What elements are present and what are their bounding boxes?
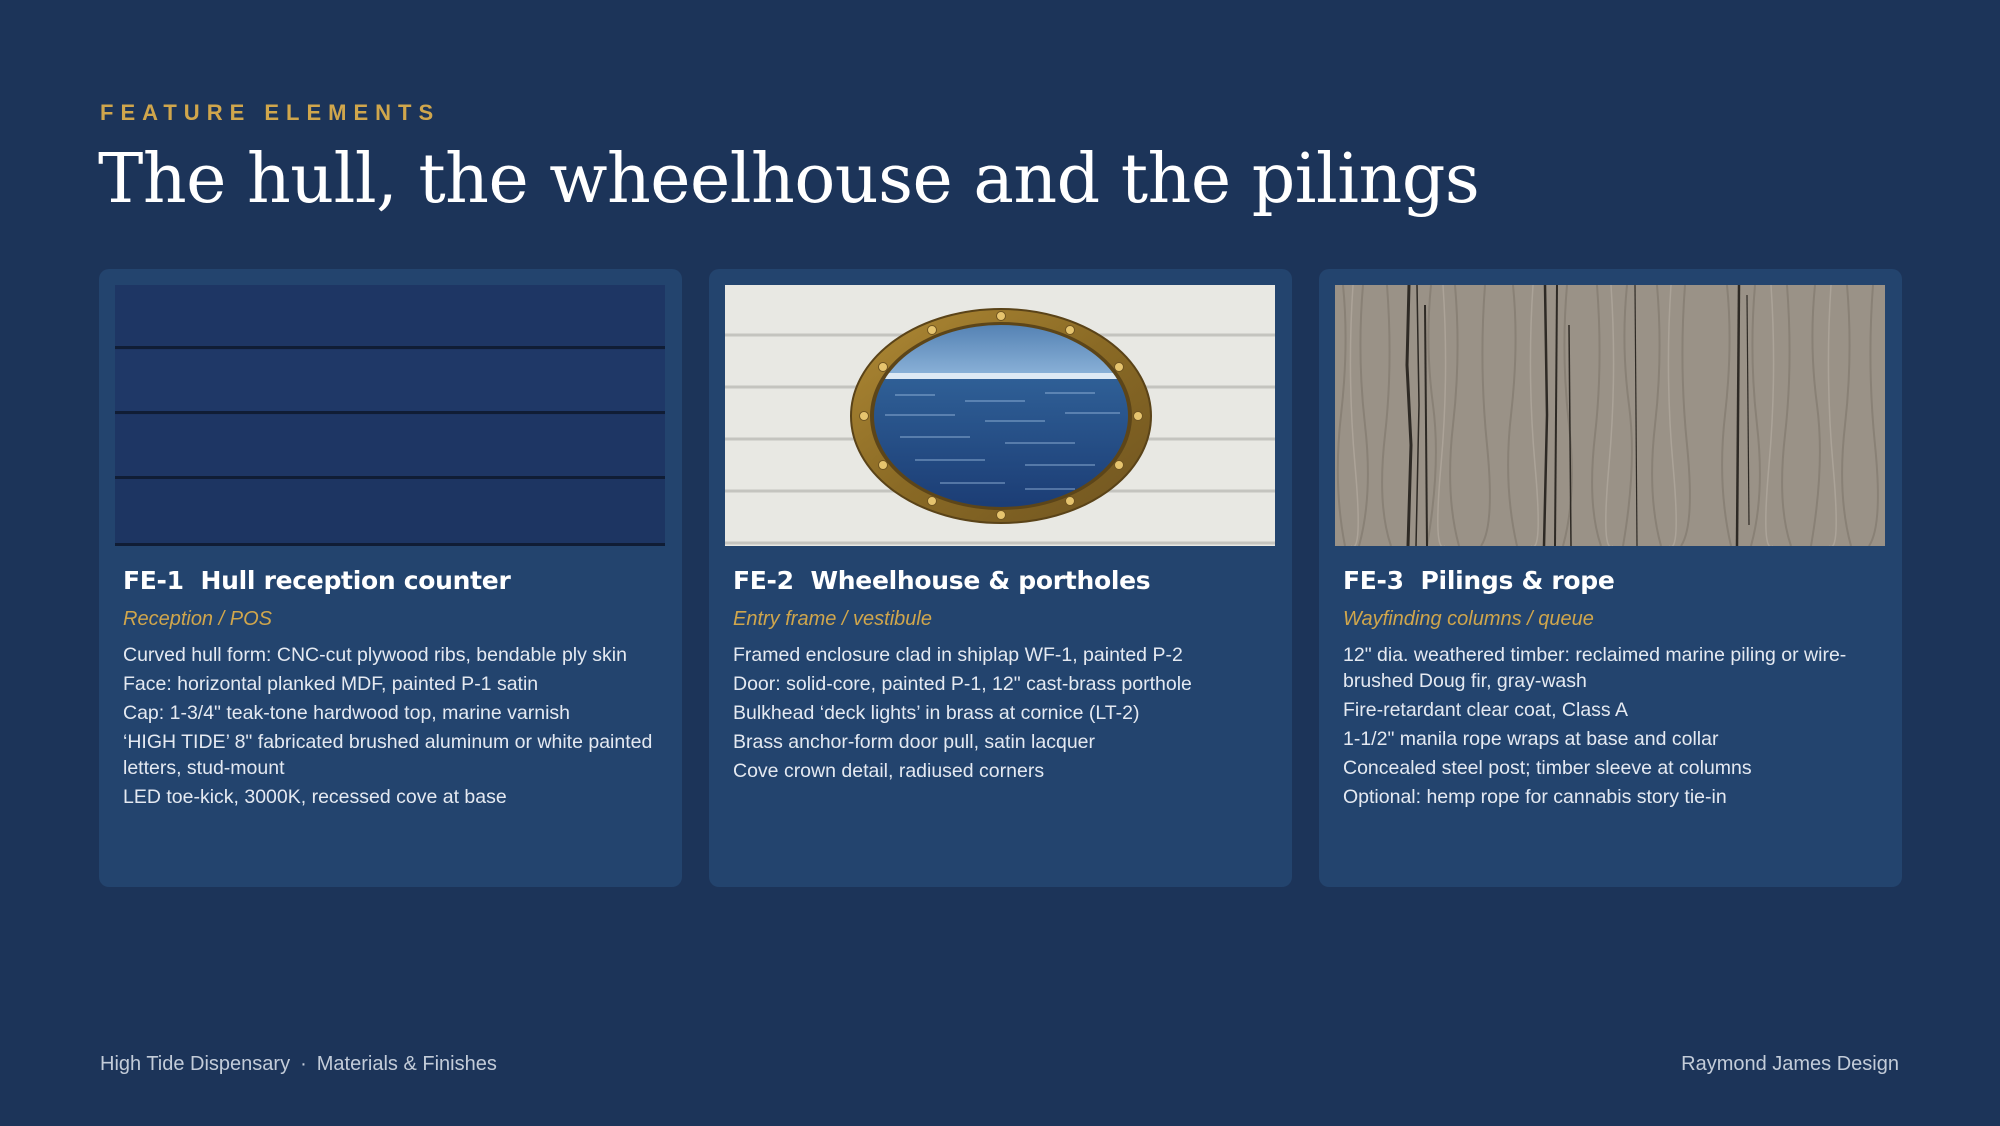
spec-item: Optional: hemp rope for cannabis story tie-in <box>1343 786 1727 808</box>
spec-item: Framed enclosure clad in shiplap WF-1, painted P-2 <box>733 644 1183 666</box>
spec-item: Fire-retardant clear coat, Class A <box>1343 699 1629 721</box>
footer-separator: · <box>300 1053 307 1075</box>
spec-item: LED toe-kick, 3000K, recessed cove at base <box>123 786 507 808</box>
footer-section: Materials & Finishes <box>316 1053 497 1075</box>
card-title: FE-2 Wheelhouse & portholes <box>733 566 1151 595</box>
card-subtitle: Wayfinding columns / queue <box>1343 608 1594 630</box>
spec-item: Curved hull form: CNC-cut plywood ribs, bendable ply skin <box>123 644 627 666</box>
spec-item: 1-1/2" manila rope wraps at base and collar <box>1343 728 1719 750</box>
card-title: FE-3 Pilings & rope <box>1343 566 1615 595</box>
spec-item: Door: solid-core, painted P-1, 12" cast-brass porthole <box>733 673 1192 695</box>
footer-project <box>100 1053 497 1076</box>
spec-item: Cove crown detail, radiused corners <box>733 760 1045 782</box>
spec-item: Face: horizontal planked MDF, painted P-1 satin <box>123 673 539 695</box>
hull-planking-image <box>115 285 665 546</box>
spec-list <box>123 642 663 813</box>
footer-firm: Raymond James Design <box>1681 1053 1899 1075</box>
weathered-timber-image <box>1335 285 1885 546</box>
spec-item: Concealed steel post; timber sleeve at columns <box>1343 757 1752 779</box>
spec-item: Brass anchor-form door pull, satin lacquer <box>733 731 1095 753</box>
page-title: The hull, the wheelhouse and the pilings <box>98 140 1480 219</box>
card-title: FE-1 Hull reception counter <box>123 566 511 595</box>
card-subtitle: Entry frame / vestibule <box>733 608 932 630</box>
spec-item: 12" dia. weathered timber: reclaimed marine piling or wire-brushed Doug fir, gray-wash <box>1343 644 1847 692</box>
spec-list <box>733 642 1273 787</box>
feature-card-fe1 <box>99 269 682 887</box>
footer-project-name: High Tide Dispensary <box>100 1053 291 1075</box>
feature-card-fe2 <box>709 269 1292 887</box>
eyebrow: FEATURE ELEMENTS <box>100 100 441 125</box>
spec-item: ‘HIGH TIDE’ 8" fabricated brushed aluminum or white painted letters, stud-mount <box>123 731 664 779</box>
spec-list <box>1343 642 1883 813</box>
spec-item: Cap: 1-3/4" teak-tone hardwood top, marine varnish <box>123 702 571 724</box>
spec-item: Bulkhead ‘deck lights’ in brass at cornice (LT-2) <box>733 702 1140 724</box>
porthole-image <box>725 285 1275 546</box>
feature-card-fe3 <box>1319 269 1902 887</box>
card-subtitle: Reception / POS <box>123 608 272 630</box>
